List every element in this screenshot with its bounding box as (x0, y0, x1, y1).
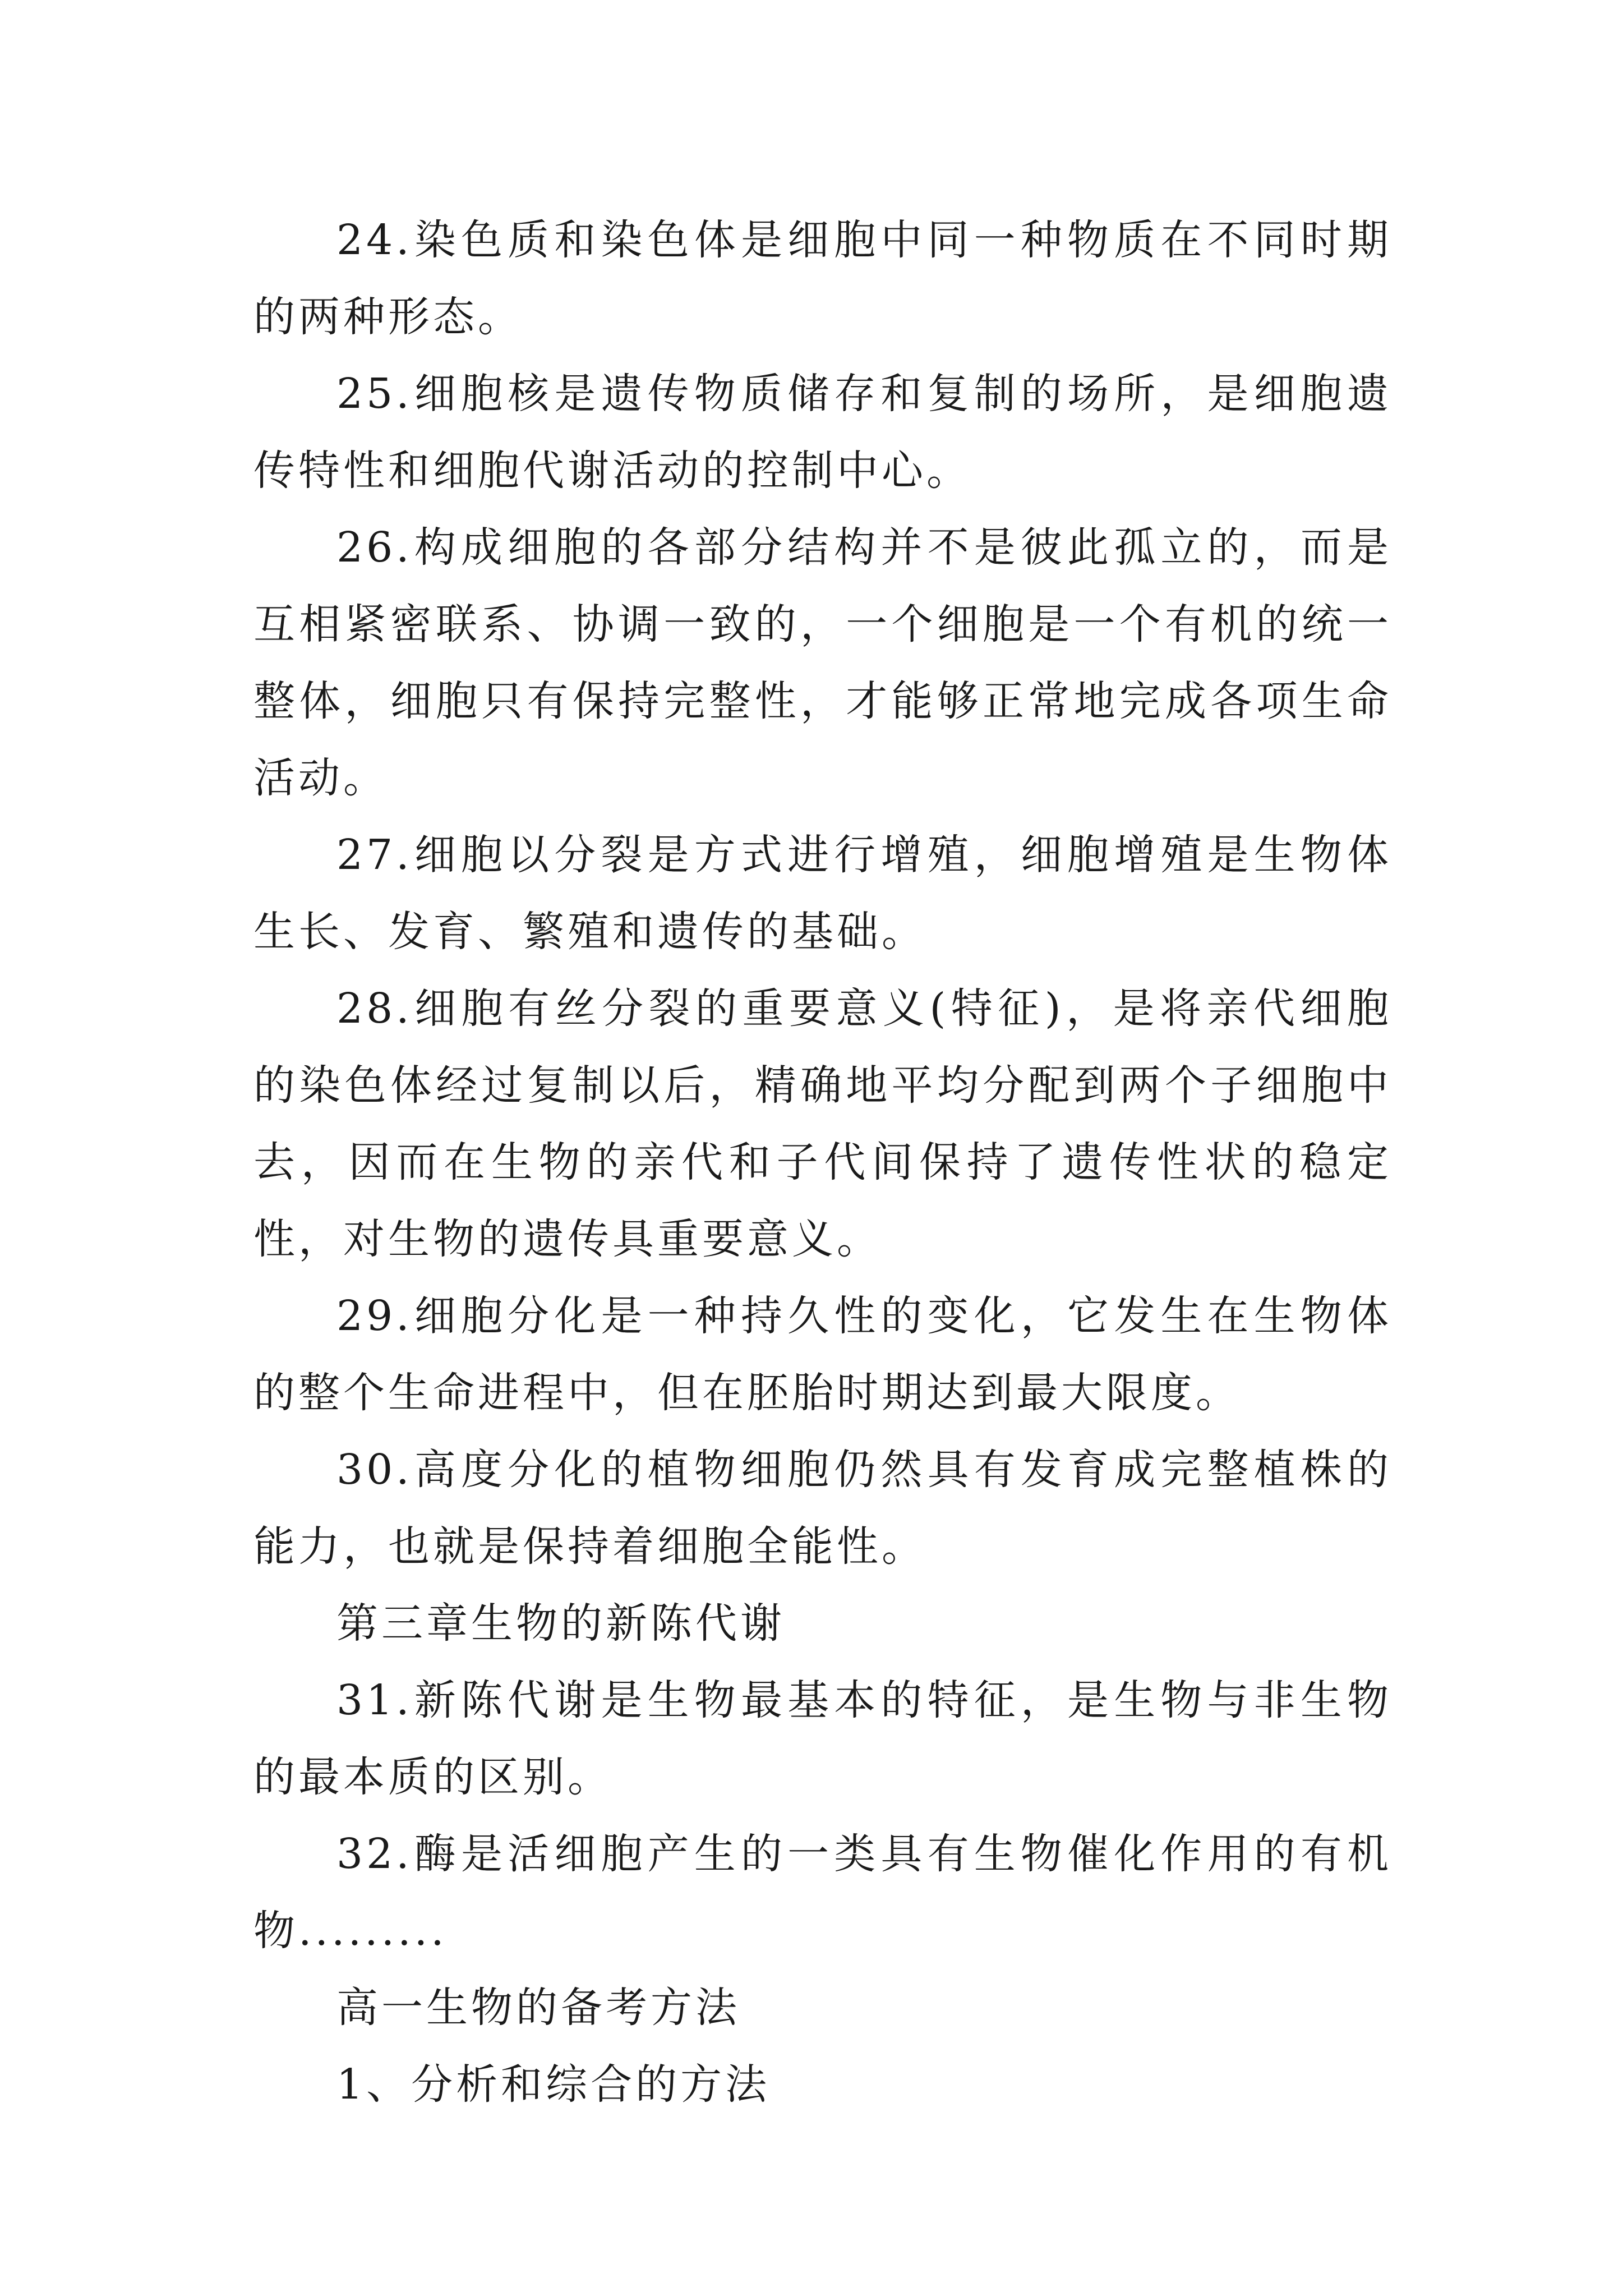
paragraph-29: 29.细胞分化是一种持久性的变化，它发生在生物体的整个生命进程中，但在胚胎时期达到最大限度。 (253, 1292, 1392, 1417)
method-item-1: 1、分析和综合的方法 (336, 2060, 771, 2109)
paragraph-25: 25.细胞核是遗传物质储存和复制的场所，是细胞遗传特性和细胞代谢活动的控制中心。 (253, 370, 1392, 495)
chapter-heading: 第三章生物的新陈代谢 (336, 1599, 785, 1648)
paragraph-26: 26.构成细胞的各部分结构并不是彼此孤立的，而是互相紧密联系、协调一致的，一个细胞是一个有机的统一整体，细胞只有保持完整性，才能够正常地完成各项生命活动。 (253, 523, 1392, 802)
paragraph-31: 31.新陈代谢是生物最基本的特征，是生物与非生物的最本质的区别。 (253, 1676, 1392, 1801)
paragraph-24: 24.染色质和染色体是细胞中同一种物质在不同时期的两种形态。 (253, 216, 1392, 341)
document-body (253, 202, 1392, 2123)
paragraph-32: 32.酶是活细胞产生的一类具有生物催化作用的有机物......... (253, 1830, 1392, 1955)
paragraph-28: 28.细胞有丝分裂的重要意义(特征)，是将亲代细胞的染色体经过复制以后，精确地平均分配到两个子细胞中去，因而在生物的亲代和子代间保持了遗传性状的稳定性，对生物的遗传具重要意义。 (253, 984, 1392, 1263)
paragraph-30: 30.高度分化的植物细胞仍然具有发育成完整植株的能力，也就是保持着细胞全能性。 (253, 1446, 1392, 1571)
section-heading: 高一生物的备考方法 (336, 1984, 740, 2032)
paragraph-27: 27.细胞以分裂是方式进行增殖，细胞增殖是生物体生长、发育、繁殖和遗传的基础。 (253, 831, 1392, 956)
